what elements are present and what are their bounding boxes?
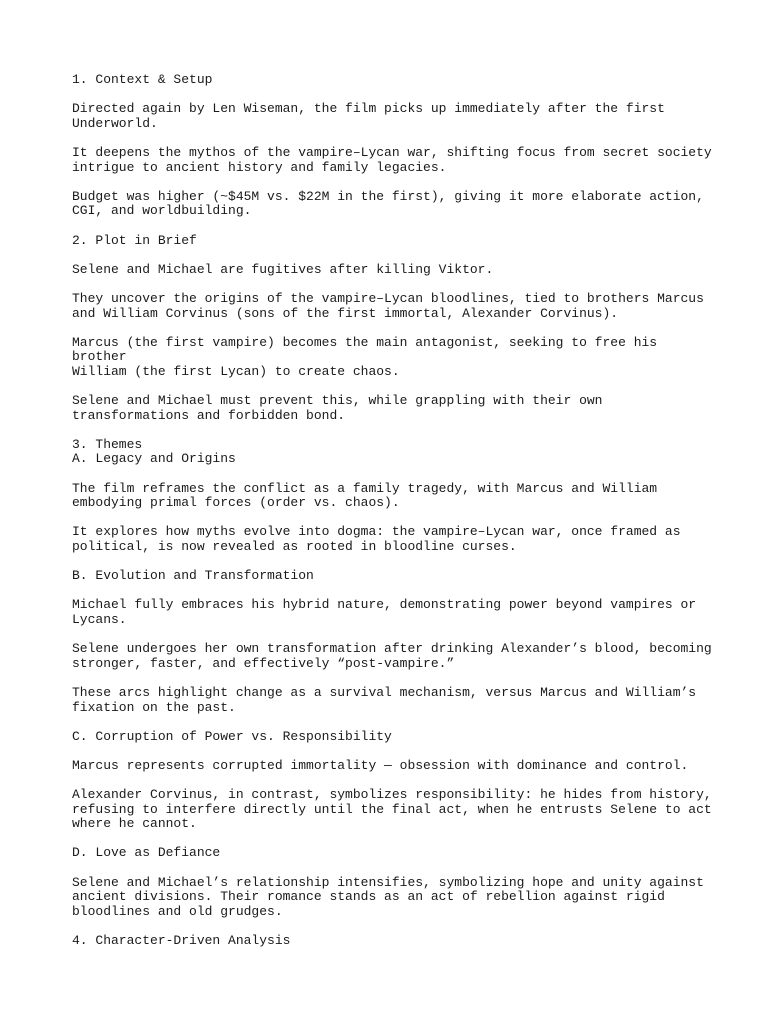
paragraph: Selene and Michael are fugitives after killing Viktor. (72, 261, 494, 277)
paragraph: Selene and Michael must prevent this, while grappling with their own transformations and forbidden bond. (72, 393, 603, 423)
section-heading-analysis: 4. Character-Driven Analysis (72, 933, 291, 949)
paragraph: Directed again by Len Wiseman, the film picks up immediately after the first Underworld. (72, 101, 665, 131)
paragraph: Marcus (the first vampire) becomes the main antagonist, seeking to free his brother William (the first Lycan) to create chaos. (72, 334, 658, 379)
paragraph: Michael fully embraces his hybrid nature, demonstrating power beyond vampires or Lycans. (72, 597, 697, 627)
paragraph: It explores how myths evolve into dogma: the vampire–Lycan war, once framed as political, is now revealed as rooted in bloodline curses. (72, 524, 681, 554)
section-heading-themes: 3. Themes A. Legacy and Origins (72, 436, 236, 467)
document-page (72, 73, 712, 963)
paragraph: The film reframes the conflict as a family tragedy, with Marcus and William embodying primal forces (order vs. chaos). (72, 480, 658, 511)
subsection-heading: D. Love as Defiance (72, 845, 221, 861)
paragraph: These arcs highlight change as a survival mechanism, versus Marcus and William’s fixation on the past. (72, 684, 697, 715)
subsection-heading: C. Corruption of Power vs. Responsibility (72, 728, 392, 744)
paragraph: Selene and Michael’s relationship intensifies, symbolizing hope and unity against ancient divisions. Their romance stands as an act of rebellion against rigid bloodlines and old grudges. (72, 874, 704, 919)
paragraph: Marcus represents corrupted immortality — obsession with dominance and control. (72, 757, 689, 773)
paragraph: Budget was higher (~$45M vs. $22M in the first), giving it more elaborate action, CGI, and worldbuilding. (72, 188, 704, 219)
paragraph: They uncover the origins of the vampire–Lycan bloodlines, tied to brothers Marcus and William Corvinus (sons of the first immortal, Alexander Corvinus). (72, 290, 704, 321)
paragraph: Alexander Corvinus, in contrast, symbolizes responsibility: he hides from history, refusing to interfere directly until the final act, when he entrusts Selene to act where he cannot. (72, 787, 712, 832)
subsection-heading: B. Evolution and Transformation (72, 568, 314, 584)
paragraph: It deepens the mythos of the vampire–Lycan war, shifting focus from secret society intrigue to ancient history and family legacies. (72, 144, 712, 175)
section-heading-context: 1. Context & Setup (72, 72, 213, 87)
paragraph: Selene undergoes her own transformation after drinking Alexander’s blood, becoming stronger, faster, and effectively “post-vampire.” (72, 641, 712, 671)
section-heading-plot: 2. Plot in Brief (72, 232, 197, 248)
